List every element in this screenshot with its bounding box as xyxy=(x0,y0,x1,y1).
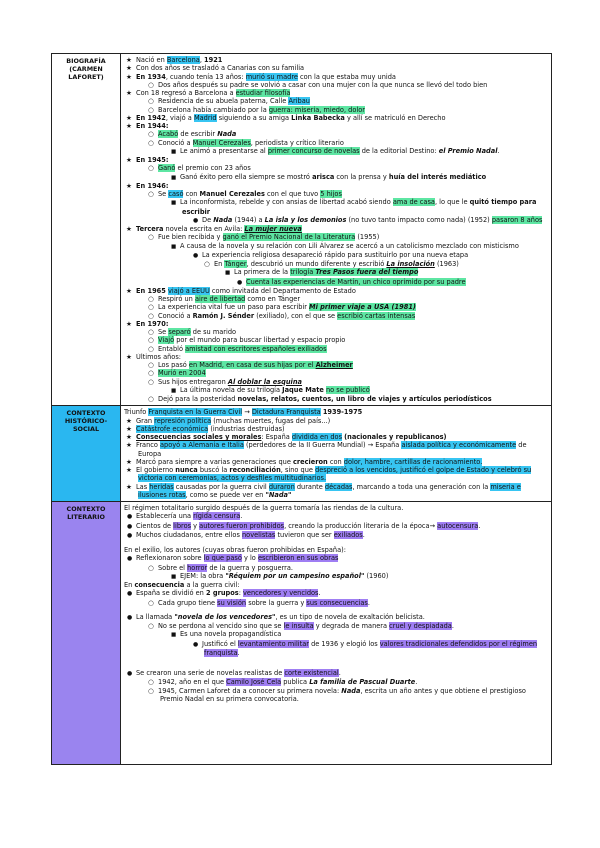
bio-line: ○ Entabló amistad con escritores españoles exiliados xyxy=(124,345,548,353)
bio-line: ★ Con dos años se trasladó a Canarias con su familia xyxy=(124,64,548,72)
bio-line: ○ Sus hijos entregaron Al doblar la esquina xyxy=(124,378,548,386)
lit-line: En consecuencia a la guerra civil: xyxy=(124,581,240,589)
hist-line: ★ El gobierno nunca buscó la reconciliación, sino que despreció a los vencidos, justificó el golpe de Estado y celebró su victoria con ceremonias, actos y desfiles multitudinarios. xyxy=(124,466,548,483)
bio-line: ★ En 1944: xyxy=(124,122,548,130)
bio-line: ★ En 1946: xyxy=(124,182,548,190)
bio-line: ○ La experiencia vital fue un paso para escribir Mi primer viaje a USA (1981) xyxy=(124,303,548,311)
bio-line: ● Cuenta las experiencias de Martín, un chico oprimido por su padre xyxy=(124,278,548,287)
hist-line: ★ Catástrofe económica (industrias destruidas) xyxy=(124,425,548,433)
label-contexto-literario: CONTEXTO LITERARIO xyxy=(52,502,121,765)
bio-line: ○ Barcelona había cambiado por la guerra: miseria, miedo, dolor xyxy=(124,106,548,114)
hist-line: Triunfo Franquista en la Guerra Civil → Dictadura Franquista 1939-1975 xyxy=(124,408,363,417)
hist-line: ★ Franco apoyó a Alemania e Italia (perdedores de la II Guerra Mundial) → España aislada política y económicamente de Europa xyxy=(124,441,548,458)
content-biografia xyxy=(121,54,552,406)
hist-line: ★ Consecuencias sociales y morales: España dividida en dos (nacionales y republicanos) xyxy=(124,433,548,441)
hist-line: ★ Las heridas causadas por la guerra civil duraron durante décadas, marcando a toda una generación con la miseria e ilusiones rotas, como se puede ver en "Nada" xyxy=(124,483,548,500)
bio-line: ○ Acabó de escribir Nada xyxy=(124,130,548,138)
content-contexto-literario xyxy=(121,502,552,765)
row-contexto-historico xyxy=(52,406,552,502)
lit-line: ○ No se perdona al vencido sino que se le insulta y degrada de manera cruel y despiadada. xyxy=(124,622,548,630)
bio-line: ○ Ganó el premio con 23 años xyxy=(124,164,548,172)
lit-line: ○ 1942, año en el que Camilo José Cela publica La familia de Pascual Duarte. xyxy=(124,678,548,686)
bio-line: ○ Fue bien recibida y ganó el Premio Nacional de la Literatura (1955) xyxy=(124,233,548,241)
bio-line: ○ Conoció a Ramón J. Sénder (exiliado), con el que se escribió cartas intensas xyxy=(124,312,548,320)
lit-line: ● La llamada "novela de los vencedores", es un tipo de novela de exaltación belicista. xyxy=(124,613,548,622)
bio-line: ● La experiencia religiosa desapareció rápido para sustituirlo por una nueva etapa xyxy=(124,251,548,260)
bio-line: ■ Ganó éxito pero ella siempre se mostró arisca con la prensa y huía del interés mediático xyxy=(124,173,548,182)
bio-line: ○ Conoció a Manuel Cerezales, periodista y crítico literario xyxy=(124,139,548,147)
bio-line: ★ Con 18 regresó a Barcelona a estudiar filosofía xyxy=(124,89,548,97)
lit-line: ● Muchos ciudadanos, entre ellos novelistas tuvieron que ser exiliados. xyxy=(124,531,548,540)
bio-line: ○ Respiró un aire de libertad como en Tánger xyxy=(124,295,548,303)
bio-line: ○ Dejó para la posteridad novelas, relatos, cuentos, un libro de viajes y artículos periodísticos xyxy=(124,395,548,403)
bio-line: ○ Residencia de su abuela paterna, Calle Aribau xyxy=(124,97,548,105)
bio-line: ● De Nada (1944) a La isla y los demonios (no tuvo tanto impacto como nada) (1952) pasaron 8 años xyxy=(124,216,548,225)
lit-line: El régimen totalitario surgido después de la guerra tomaría las riendas de la cultura. xyxy=(124,504,404,512)
bio-line: ★ En 1970: xyxy=(124,320,548,328)
label-biografia: BIOGRAFÍA (CARMEN LAFORET) xyxy=(52,54,121,406)
bio-line: ★ En 1942, viajó a Madrid siguiendo a su amiga Linka Babecka y allí se matriculó en Derecho xyxy=(124,114,548,122)
lit-line: ○ Sobre el horror de la guerra y posguerra. xyxy=(124,564,548,572)
lit-line: ■ Es una novela propagandística xyxy=(124,630,548,639)
bio-line: ○ Se casó con Manuel Cerezales con el que tuvo 5 hijos xyxy=(124,190,548,198)
bio-line: ○ Se separó de su marido xyxy=(124,328,548,336)
bio-line: ○ Murió en 2004 xyxy=(124,369,548,377)
lit-line: ○ Cada grupo tiene su visión sobre la guerra y sus consecuencias. xyxy=(124,599,548,607)
bio-line: ■ La última novela de su trilogía Jaque Mate no se publicó xyxy=(124,386,548,395)
row-biografia xyxy=(52,54,552,406)
lit-line: ● Establecería una rígida censura. xyxy=(124,512,548,521)
label-contexto-historico: CONTEXTO HISTÓRICO- SOCIAL xyxy=(52,406,121,502)
bio-line: ○ Los pasó en Madrid, en casa de sus hijas por el Alzheimer xyxy=(124,361,548,369)
lit-line: ● Justificó el levantamiento militar de 1936 y elogió los valores tradicionales defendidos por el régimen franquista. xyxy=(124,640,548,658)
row-contexto-literario xyxy=(52,502,552,765)
lit-line: ■ EJEM: la obra "Réquiem por un campesino español" (1960) xyxy=(124,572,548,581)
lit-line: ○ 1945, Carmen Laforet da a conocer su primera novela: Nada, escrita un año antes y que obtiene el prestigioso Premio Nadal en su primera convocatoria. xyxy=(124,687,548,704)
bio-line: ■ La primera de la trilogía Tres Pasos fuera del tiempo xyxy=(124,268,548,277)
lit-line: En el exilio, los autores (cuyas obras fueron prohibidas en España): xyxy=(124,546,346,554)
bio-line: ○ En Tánger, descubrió un mundo diferente y escribió La insolación (1963) xyxy=(124,260,548,268)
lit-line: ● Reflexionaron sobre lo que pasó y lo escribieron en sus obras xyxy=(124,554,548,563)
notes-table xyxy=(51,53,552,765)
lit-line: ● Cientos de libros y autores fueron prohibidos, creando la producción literaria de la época→ autocensura. xyxy=(124,522,548,531)
lit-line: ● España se dividió en 2 grupos: vencedores y vencidos. xyxy=(124,589,548,598)
bio-line: ○ Dos años después su padre se volvió a casar con una mujer con la que nunca se llevó del todo bien xyxy=(124,81,548,89)
hist-line: ★ Gran represión política (muchas muertes, fugas del país...) xyxy=(124,417,548,425)
bio-line: ★ En 1945: xyxy=(124,156,548,164)
bio-line: ★ En 1934, cuando tenía 13 años: murió su madre con la que estaba muy unida xyxy=(124,73,548,81)
bio-line: ■ Le animó a presentarse al primer concurso de novelas de la editorial Destino: el Premio Nadal. xyxy=(124,147,548,156)
bio-line: ■ La inconformista, rebelde y con ansias de libertad acabó siendo ama de casa, lo que le quitó tiempo para escribir xyxy=(124,198,548,216)
bio-line: ○ Viajó por el mundo para buscar libertad y espacio propio xyxy=(124,336,548,344)
content-contexto-historico xyxy=(121,406,552,502)
hist-line: ★ Marcó para siempre a varias generaciones que crecieron con dolor, hambre, cartillas de racionamiento. xyxy=(124,458,548,466)
bio-line: ★ Últimos años: xyxy=(124,353,548,361)
bio-line: ★ Tercera novela escrita en Ávila: La mujer nueva xyxy=(124,225,548,233)
bio-line: ★ En 1965 viajó a EEUU como invitada del Departamento de Estado xyxy=(124,287,548,295)
lit-line: ● Se crearon una serie de novelas realistas de corte existencial. xyxy=(124,669,548,678)
bio-line: ■ A causa de la novela y su relación con Lili Álvarez se acercó a un catolicismo mezclado con misticismo xyxy=(124,242,548,251)
bio-line: ★ Nació en Barcelona, 1921 xyxy=(124,56,548,64)
